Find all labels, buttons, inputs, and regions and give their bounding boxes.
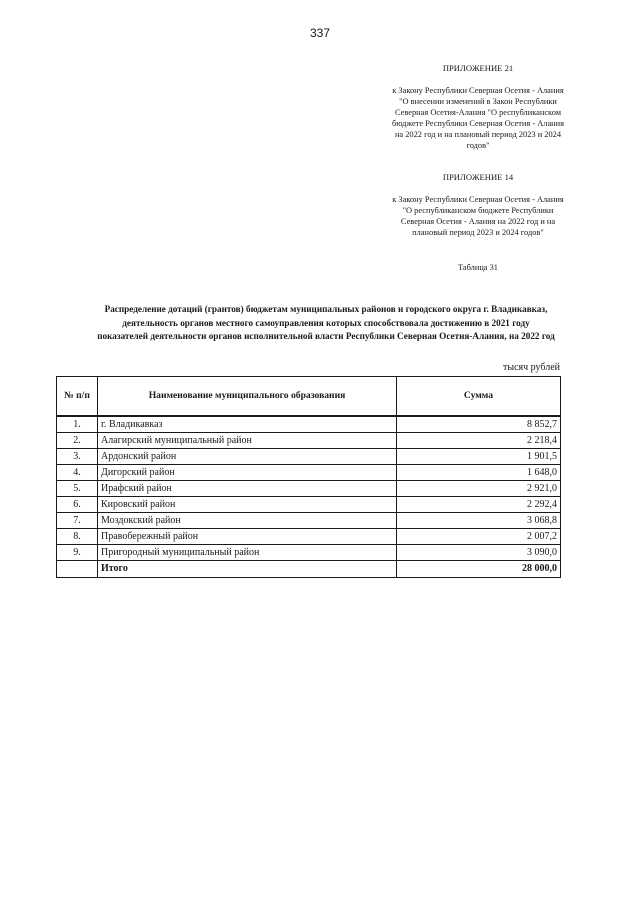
total-label: Итого xyxy=(98,561,397,578)
header-sum: Сумма xyxy=(397,377,561,417)
row-name: Моздокский район xyxy=(98,513,397,529)
table-row xyxy=(57,481,561,497)
row-name: Пригородный муниципальный район xyxy=(98,545,397,561)
table-total-row xyxy=(57,561,561,578)
row-name: Ардонский район xyxy=(98,449,397,465)
row-sum: 2 921,0 xyxy=(397,481,561,497)
row-name: Ирафский район xyxy=(98,481,397,497)
table-number: Таблица 31 xyxy=(457,263,498,272)
table-row xyxy=(57,545,561,561)
row-num: 4. xyxy=(57,465,98,481)
table-row xyxy=(57,465,561,481)
table-header-row xyxy=(57,377,561,417)
row-sum: 8 852,7 xyxy=(397,416,561,433)
row-name: Алагирский муниципальный район xyxy=(98,433,397,449)
units-label: тысяч рублей xyxy=(502,362,560,373)
row-num: 6. xyxy=(57,497,98,513)
row-num: 7. xyxy=(57,513,98,529)
row-num: 5. xyxy=(57,481,98,497)
row-num: 1. xyxy=(57,416,98,433)
subsidy-table xyxy=(56,376,561,578)
row-sum: 1 648,0 xyxy=(397,465,561,481)
row-sum: 3 068,8 xyxy=(397,513,561,529)
row-name: Дигорский район xyxy=(98,465,397,481)
row-num: 8. xyxy=(57,529,98,545)
appendix-14-title: ПРИЛОЖЕНИЕ 14 xyxy=(442,172,514,182)
row-name: Кировский район xyxy=(98,497,397,513)
table-row xyxy=(57,433,561,449)
row-sum: 3 090,0 xyxy=(397,545,561,561)
total-sum: 28 000,0 xyxy=(397,561,561,578)
appendix-14-block xyxy=(392,172,564,238)
row-num: 9. xyxy=(57,545,98,561)
row-num: 3. xyxy=(57,449,98,465)
page-number: 337 xyxy=(309,26,331,40)
total-num-cell xyxy=(57,561,98,578)
row-name: Правобережный район xyxy=(98,529,397,545)
row-sum: 2 292,4 xyxy=(397,497,561,513)
appendix-21-block xyxy=(392,63,564,151)
table-row xyxy=(57,449,561,465)
header-name: Наименование муниципального образования xyxy=(98,377,397,417)
table-row xyxy=(57,513,561,529)
row-sum: 2 007,2 xyxy=(397,529,561,545)
header-num: № п/п xyxy=(57,377,98,417)
table-row xyxy=(57,529,561,545)
appendix-21-title: ПРИЛОЖЕНИЕ 21 xyxy=(442,63,514,73)
appendix-14-text: к Закону Республики Северная Осетия - Алания "О республиканском бюджете Республики Северная Осетия - Алания на 2022 год и на плановый период 2023 и 2024 годов" xyxy=(392,195,564,237)
row-name: г. Владикавказ xyxy=(98,416,397,433)
table-row xyxy=(57,497,561,513)
document-title: Распределение дотаций (грантов) бюджетам муниципальных районов и городского округа г. Владикавказ, деятельность органов местного самоуправления которых способствовала достижению в 2021 году показателей деятельности органов исполнительной власти Республики Северная Осетия-Алания, на 2022 год xyxy=(97,304,555,342)
row-sum: 1 901,5 xyxy=(397,449,561,465)
appendix-21-text: к Закону Республики Северная Осетия - Алания "О внесении изменений в Закон Республики Северная Осетия-Алания "О республиканском бюджете Республики Северная Осетия - Алания на 2022 год и на плановый период 2023 и 2024 годов" xyxy=(392,86,565,150)
table-row xyxy=(57,416,561,433)
row-sum: 2 218,4 xyxy=(397,433,561,449)
row-num: 2. xyxy=(57,433,98,449)
